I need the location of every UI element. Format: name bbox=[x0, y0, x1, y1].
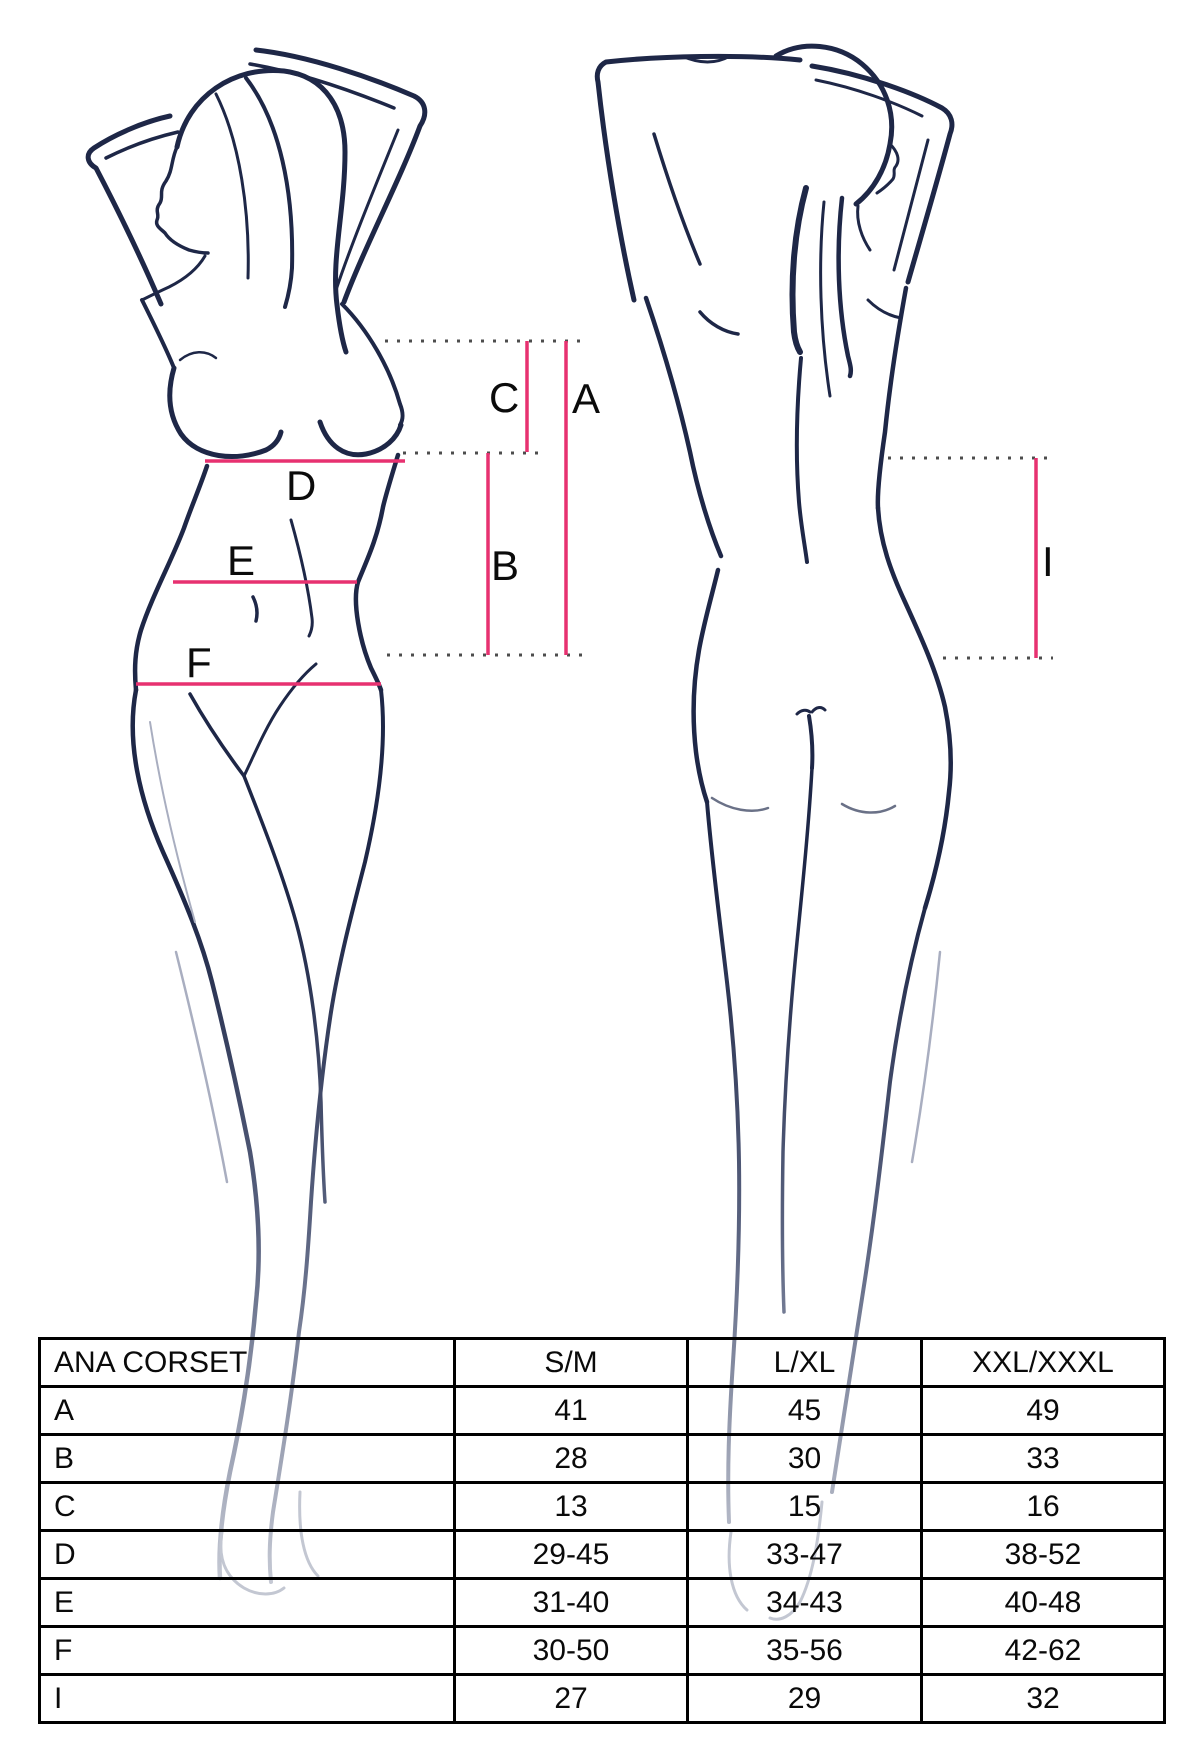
row-label: D bbox=[40, 1531, 455, 1579]
back-hair-2 bbox=[839, 198, 851, 376]
value-cell: 29-45 bbox=[455, 1531, 688, 1579]
measure-label-d: D bbox=[286, 462, 317, 509]
row-label: C bbox=[40, 1483, 455, 1531]
front-armpit-left bbox=[142, 300, 174, 368]
back-right-edge bbox=[878, 288, 906, 508]
value-cell: 38-52 bbox=[922, 1531, 1165, 1579]
size-table-col-sm: S/M bbox=[455, 1339, 688, 1387]
back-hair-1 bbox=[793, 188, 807, 352]
size-table-row-b bbox=[40, 1435, 1165, 1483]
size-table-row-c bbox=[40, 1483, 1165, 1531]
size-table bbox=[38, 1337, 1166, 1724]
back-right-arm-inner bbox=[816, 80, 922, 116]
back-hair-3 bbox=[821, 202, 830, 396]
value-cell: 29 bbox=[688, 1675, 922, 1723]
value-cell: 27 bbox=[455, 1675, 688, 1723]
size-table-row-a bbox=[40, 1387, 1165, 1435]
row-label: E bbox=[40, 1579, 455, 1627]
front-torso-right-upper bbox=[342, 304, 403, 425]
size-table-row-d bbox=[40, 1531, 1165, 1579]
value-cell: 45 bbox=[688, 1387, 922, 1435]
dotted-guides bbox=[385, 341, 1053, 658]
front-inner-leg bbox=[244, 776, 325, 1202]
value-cell: 32 bbox=[922, 1675, 1165, 1723]
front-breast-right bbox=[320, 422, 401, 455]
back-right-hip bbox=[878, 508, 951, 908]
value-cell: 15 bbox=[688, 1483, 922, 1531]
value-cell: 28 bbox=[455, 1435, 688, 1483]
front-hair-strand-2 bbox=[216, 94, 248, 278]
value-cell: 34-43 bbox=[688, 1579, 922, 1627]
front-midline bbox=[291, 520, 312, 636]
value-cell: 41 bbox=[455, 1387, 688, 1435]
measure-label-c: C bbox=[489, 374, 520, 421]
front-hair-strand-1 bbox=[246, 78, 292, 307]
back-shoulder-blade-left bbox=[700, 312, 738, 334]
front-torso-right-waist bbox=[356, 455, 398, 690]
back-calf-shading bbox=[912, 952, 940, 1162]
value-cell: 31-40 bbox=[455, 1579, 688, 1627]
row-label: B bbox=[40, 1435, 455, 1483]
size-table-title: ANA CORSET bbox=[40, 1339, 455, 1387]
measure-label-a: A bbox=[572, 375, 601, 422]
front-navel bbox=[253, 597, 257, 621]
front-bikini-left bbox=[190, 694, 244, 776]
value-cell: 33 bbox=[922, 1435, 1165, 1483]
front-breast-left bbox=[170, 368, 281, 457]
row-label: A bbox=[40, 1387, 455, 1435]
back-inner-leg bbox=[782, 768, 812, 1312]
front-shin-shading-1 bbox=[176, 952, 227, 1182]
value-cell: 13 bbox=[455, 1483, 688, 1531]
back-crease-stem bbox=[809, 716, 812, 768]
size-table-col-lxl: L/XL bbox=[688, 1339, 922, 1387]
value-cell: 16 bbox=[922, 1483, 1165, 1531]
value-cell: 30 bbox=[688, 1435, 922, 1483]
value-cell: 33-47 bbox=[688, 1531, 922, 1579]
value-cell: 35-56 bbox=[688, 1627, 922, 1675]
back-left-hip bbox=[694, 570, 718, 802]
measure-label-b: B bbox=[491, 542, 520, 589]
front-face-profile bbox=[157, 147, 208, 253]
front-flank-shading bbox=[150, 722, 195, 922]
value-cell: 49 bbox=[922, 1387, 1165, 1435]
back-crease-right bbox=[812, 708, 825, 712]
back-shoulder-blade-right bbox=[868, 300, 901, 318]
back-cheek-right bbox=[842, 804, 895, 813]
back-left-arm-inner bbox=[654, 134, 700, 264]
size-table-col-xxl: XXL/XXXL bbox=[922, 1339, 1165, 1387]
row-label: I bbox=[40, 1675, 455, 1723]
front-breast-left-top bbox=[180, 352, 216, 360]
measure-label-i: I bbox=[1042, 538, 1054, 585]
front-bikini-right bbox=[244, 664, 316, 776]
measure-label-f: F bbox=[186, 639, 212, 686]
back-cheek-left bbox=[712, 798, 768, 811]
size-table-header-row bbox=[40, 1339, 1165, 1387]
back-spine bbox=[797, 358, 807, 562]
back-neck bbox=[858, 206, 870, 250]
measure-label-e: E bbox=[227, 537, 256, 584]
value-cell: 30-50 bbox=[455, 1627, 688, 1675]
back-crease-left bbox=[797, 710, 810, 714]
back-left-edge bbox=[646, 298, 721, 556]
size-table-row-e bbox=[40, 1579, 1165, 1627]
value-cell: 42-62 bbox=[922, 1627, 1165, 1675]
value-cell: 40-48 bbox=[922, 1579, 1165, 1627]
front-head-hair-outer bbox=[177, 70, 346, 352]
size-table-row-f bbox=[40, 1627, 1165, 1675]
size-table-row-i bbox=[40, 1675, 1165, 1723]
row-label: F bbox=[40, 1627, 455, 1675]
